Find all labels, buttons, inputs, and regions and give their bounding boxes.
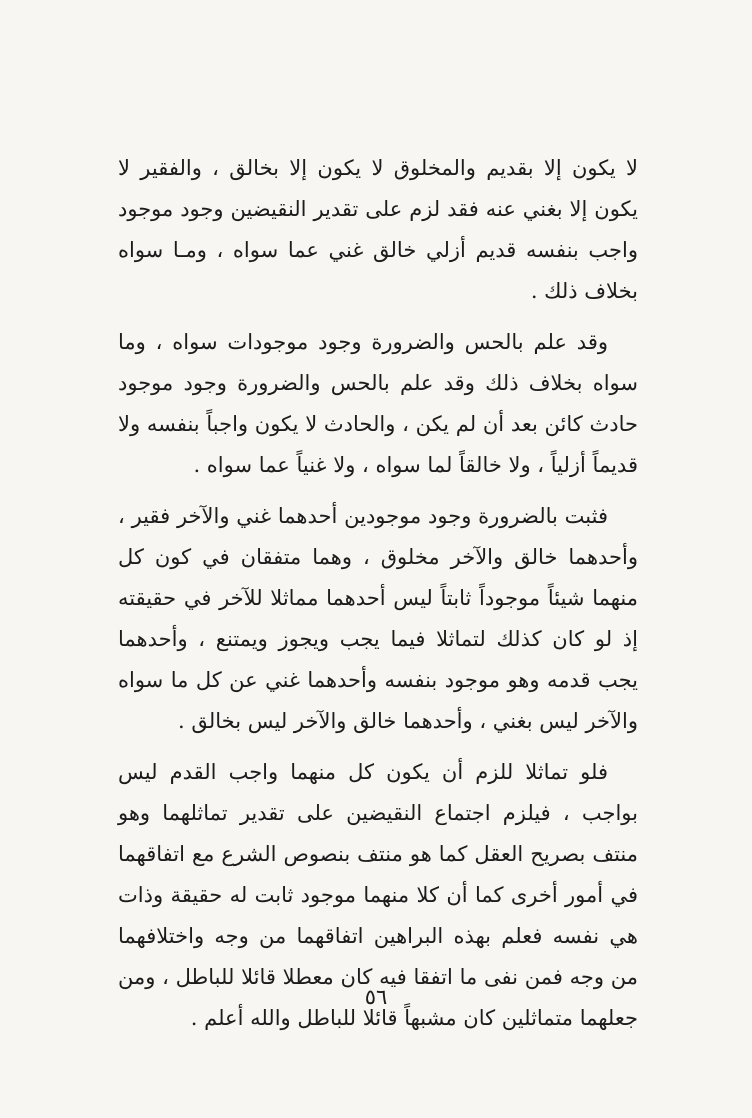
page-number: ٥٦ xyxy=(364,985,388,1009)
paragraph-1: لا يكون إلا بقديم والمخلوق لا يكون إلا بخالق ، والفقير لا يكون إلا بغني عنه فقد لزم على تقدير النقيضين وجود موجود واجب بنفسه قديم أزلي خالق غني عما سواه ، ومـا سواه بخلاف ذلك . xyxy=(118,156,638,303)
paragraph-3: فثبت بالضرورة وجود موجودين أحدهما غني والآخر فقير ، وأحدهما خالق والآخر مخلوق ، وهما متفقان في كون كل منهما شيئاً موجوداً ثابتاً ليس أحدهما مماثلا للآخر في حقيقته إذ لو كان كذلك لتماثلا فيما يجب ويجوز ويمتنع ، وأحدهما يجب قدمه وهو موجود بنفسه وأحدهما غني عن كل ما سواه والآخر ليس بغني ، وأحدهما خالق والآخر ليس بخالق . xyxy=(118,504,638,733)
paragraph-2: وقد علم بالحس والضرورة وجود موجودات سواه ، وما سواه بخلاف ذلك وقد علم بالحس والضرورة وجود موجود حادث كائن بعد أن لم يكن ، والحادث لا يكون واجباً بنفسه ولا قديماً أزلياً ، ولا خالقاً لما سواه ، ولا غنياً عما سواه . xyxy=(118,330,638,477)
body-text xyxy=(118,148,638,1049)
paragraph-4: فلو تماثلا للزم أن يكون كل منهما واجب القدم ليس بواجب ، فيلزم اجتماع النقيضين على تقدير تماثلهما وهو منتف بصريح العقل كما هو منتف بنصوص الشرع مع اتفاقهما في أمور أخرى كما أن كلا منهما موجود ثابت له حقيقة وذات هي نفسه فعلم بهذه البراهين اتفاقهما من وجه واختلافهما من وجه فمن نفى ما اتفقا فيه كان معطلا قائلا للباطل ، ومن جعلهما متماثلين كان مشبهاً قائلا للباطل والله أعلم . xyxy=(118,760,638,1030)
